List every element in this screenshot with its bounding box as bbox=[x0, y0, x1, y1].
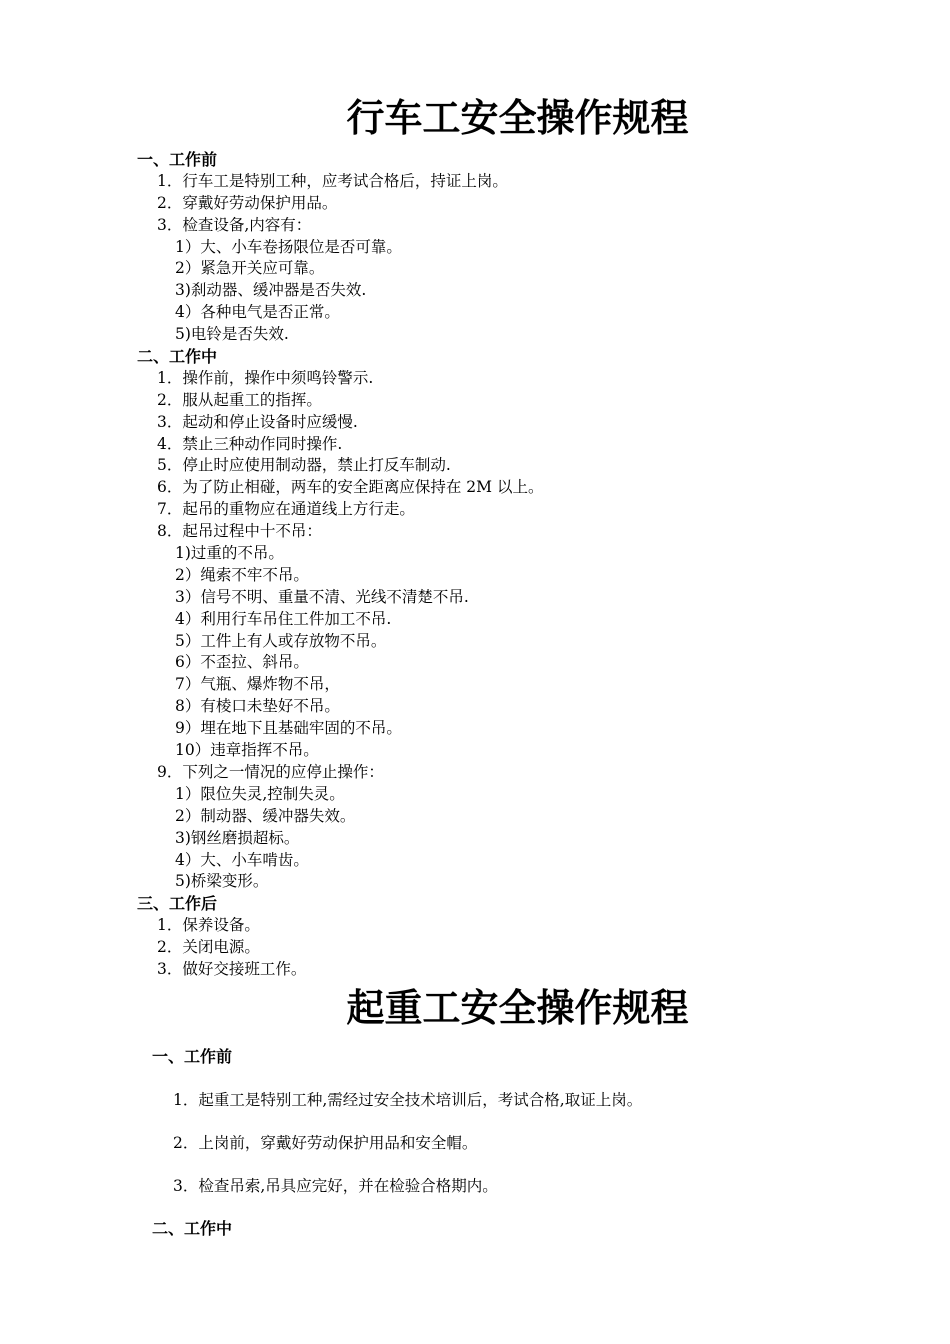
rule-subitem: 3)刹动器、缓冲器是否失效. bbox=[175, 281, 367, 300]
section-heading-during-work: 二、工作中 bbox=[152, 1219, 233, 1238]
rule-subitem: 5)桥梁变形。 bbox=[175, 872, 269, 891]
section-heading: 三、工作后 bbox=[137, 894, 218, 914]
rule-item: 3．检查设备,内容有： bbox=[157, 215, 312, 234]
document-title-rigger: 起重工安全操作规程 bbox=[346, 986, 689, 1030]
rule-subitem: 2）制动器、缓冲器失效。 bbox=[175, 806, 356, 825]
rule-subitem: 5)电铃是否失效. bbox=[175, 325, 289, 344]
rule-item: 3．起动和停止设备时应缓慢. bbox=[157, 412, 358, 431]
rule-subitem: 1）大、小车卷扬限位是否可靠。 bbox=[175, 237, 402, 256]
rule-item: 7．起吊的重物应在通道线上方行走。 bbox=[157, 500, 415, 519]
rule-item: 2．穿戴好劳动保护用品。 bbox=[157, 193, 338, 212]
rule-item: 2．关闭电源。 bbox=[157, 938, 260, 957]
rule-item: 4．禁止三种动作同时操作. bbox=[157, 434, 343, 453]
crane-operator-rules-list bbox=[0, 149, 950, 981]
rule-subitem: 8）有棱口未垫好不吊。 bbox=[175, 697, 340, 716]
rule-subitem: 3)钢丝磨损超标。 bbox=[175, 828, 300, 847]
rule-subitem: 10）违章指挥不吊。 bbox=[175, 741, 319, 760]
rule-item: 2．服从起重工的指挥。 bbox=[157, 390, 322, 409]
rule-subitem: 5）工件上有人或存放物不吊。 bbox=[175, 631, 387, 650]
rule-item: 1．行车工是特别工种，应考试合格后，持证上岗。 bbox=[157, 171, 508, 190]
rule-subitem: 2）紧急开关应可靠。 bbox=[175, 259, 325, 278]
rule-subitem: 4）各种电气是否正常。 bbox=[175, 303, 340, 322]
rule-subitem: 4）利用行车吊住工件加工不吊. bbox=[175, 609, 392, 628]
rule-item: 6．为了防止相碰，两车的安全距离应保持在 2M 以上。 bbox=[157, 478, 544, 497]
section-heading-before-work: 一、工作前 bbox=[152, 1047, 233, 1066]
rule-subitem: 9）埋在地下且基础牢固的不吊。 bbox=[175, 719, 402, 738]
section-heading: 一、工作前 bbox=[137, 150, 218, 169]
rule-subitem: 1)过重的不吊。 bbox=[175, 544, 284, 563]
rule-item: 3．检查吊索,吊具应完好，并在检验合格期内。 bbox=[173, 1177, 498, 1195]
rule-subitem: 2）绳索不牢不吊。 bbox=[175, 565, 309, 584]
document-title-crane-operator: 行车工安全操作规程 bbox=[346, 96, 689, 140]
rule-item: 5．停止时应使用制动器，禁止打反车制动. bbox=[157, 456, 451, 475]
rule-item: 8．起吊过程中十不吊： bbox=[157, 522, 322, 541]
rule-item: 9．下列之一情况的应停止操作： bbox=[157, 762, 384, 781]
rule-subitem: 6）不歪拉、斜吊。 bbox=[175, 653, 309, 672]
rule-item: 1．起重工是特别工种,需经过安全技术培训后，考试合格,取证上岗。 bbox=[173, 1091, 643, 1109]
rule-item: 1．操作前，操作中须鸣铃警示. bbox=[157, 368, 374, 387]
rule-item: 1．保养设备。 bbox=[157, 916, 260, 935]
rule-subitem: 7）气瓶、爆炸物不吊， bbox=[175, 675, 340, 694]
rule-subitem: 3）信号不明、重量不清、光线不清楚不吊. bbox=[175, 587, 469, 606]
rule-subitem: 4）大、小车啃齿。 bbox=[175, 850, 309, 869]
section-heading: 二、工作中 bbox=[137, 347, 218, 367]
rule-subitem: 1）限位失灵,控制失灵。 bbox=[175, 784, 345, 803]
rule-item: 3．做好交接班工作。 bbox=[157, 959, 307, 978]
rule-item: 2．上岗前，穿戴好劳动保护用品和安全帽。 bbox=[173, 1134, 478, 1152]
